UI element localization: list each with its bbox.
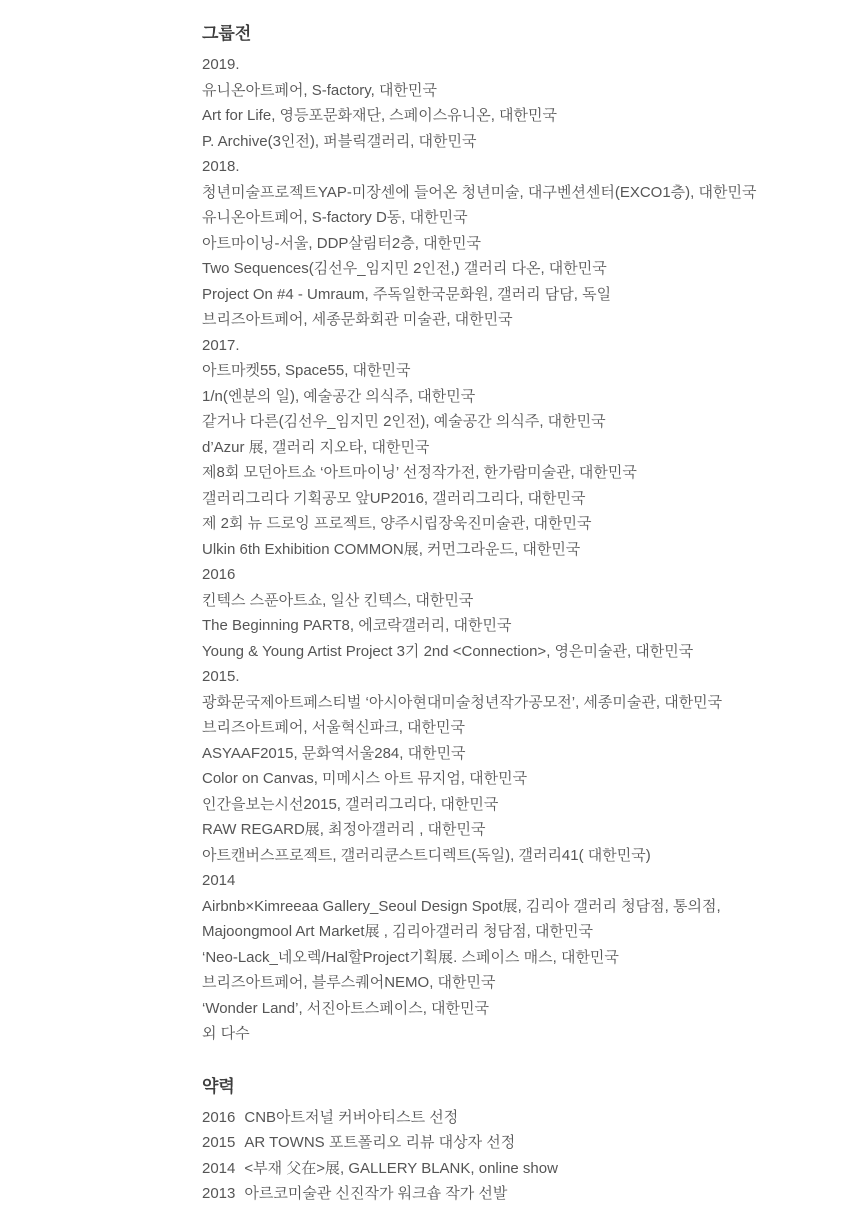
bio-text: <부재 父在>展, GALLERY BLANK, online show	[244, 1159, 558, 1177]
exhibition-line: Color on Canvas, 미메시스 아트 뮤지엄, 대한민국	[202, 770, 528, 787]
exhibition-line: 브리즈아트페어, 서울혁신파크, 대한민국	[202, 719, 466, 736]
group-exhibition-section	[202, 22, 830, 1047]
exhibition-line: 제8회 모던아트쇼 ‘아트마이닝’ 선정작가전, 한가람미술관, 대한민국	[202, 464, 637, 481]
bio-year: 2016	[202, 1108, 236, 1126]
bio-year: 2014	[202, 1159, 236, 1177]
exhibition-line: RAW REGARD展, 최정아갤러리 , 대한민국	[202, 821, 486, 838]
group-exhibition-list	[202, 52, 830, 1047]
exhibition-line: Young & Young Artist Project 3기 2nd <Connection>, 영은미술관, 대한민국	[202, 642, 694, 660]
exhibition-line: Two Sequences(김선우_임지민 2인전,) 갤러리 다온, 대한민국	[202, 260, 607, 277]
bio-text: AR TOWNS 포트폴리오 리뷰 대상자 선정	[244, 1134, 516, 1152]
exhibition-line: 아트마켓55, Space55, 대한민국	[202, 362, 411, 379]
exhibition-line: ‘Wonder Land’, 서진아트스페이스, 대한민국	[202, 999, 490, 1017]
exhibition-line: 브리즈아트페어, 블루스퀘어NEMO, 대한민국	[202, 974, 496, 991]
bio-row	[202, 1181, 830, 1207]
year-line: 2019.	[202, 56, 240, 73]
exhibition-line: 킨텍스 스푼아트쇼, 일산 킨텍스, 대한민국	[202, 591, 474, 609]
exhibition-line: Project On #4 - Umraum, 주독일한국문화원, 갤러리 담담, 독일	[202, 285, 612, 303]
bio-row	[202, 1105, 830, 1131]
bio-list	[202, 1105, 830, 1207]
exhibition-line: 청년미술프로젝트YAP-미장센에 들어온 청년미술, 대구벤션센터(EXCO1층), 대한민국	[202, 183, 757, 201]
exhibition-line: 제 2회 뉴 드로잉 프로젝트, 양주시립장욱진미술관, 대한민국	[202, 515, 592, 532]
year-line: 2015.	[202, 668, 240, 685]
bio-row	[202, 1156, 830, 1182]
exhibition-line: P. Archive(3인전), 퍼블릭갤러리, 대한민국	[202, 132, 477, 150]
exhibition-line: 아트마이닝-서울, DDP살림터2층, 대한민국	[202, 234, 482, 252]
year-line: 2016	[202, 566, 236, 583]
exhibition-line: 인간을보는시선2015, 갤러리그리다, 대한민국	[202, 795, 499, 813]
exhibition-line: Art for Life, 영등포문화재단, 스페이스유니온, 대한민국	[202, 107, 558, 124]
group-exhibition-heading: 그룹전	[202, 24, 252, 43]
exhibition-line: 외 다수	[202, 1025, 250, 1042]
bio-row	[202, 1130, 830, 1156]
exhibition-line: 1/n(엔분의 일), 예술공간 의식주, 대한민국	[202, 387, 476, 405]
exhibition-line: 같거나 다른(김선우_임지민 2인전), 예술공간 의식주, 대한민국	[202, 413, 606, 430]
exhibition-line: The Beginning PART8, 에코락갤러리, 대한민국	[202, 617, 512, 634]
exhibition-line: 아트캔버스프로젝트, 갤러리쿤스트디렉트(독일), 갤러리41( 대한민국)	[202, 846, 651, 864]
year-line: 2017.	[202, 336, 240, 354]
bio-text: CNB아트저널 커버아티스트 선정	[244, 1108, 459, 1126]
exhibition-line: ‘Neo-Lack_네오렉/Hal할Project기획展. 스페이스 매스, 대한민국	[202, 948, 619, 966]
exhibition-line: 브리즈아트페어, 세종문화회관 미술관, 대한민국	[202, 311, 513, 328]
year-line: 2018.	[202, 158, 240, 175]
year-line: 2014	[202, 872, 236, 889]
exhibition-line: Majoongmool Art Market展 , 김리아갤러리 청담점, 대한민국	[202, 923, 593, 940]
bio-section	[202, 1075, 830, 1207]
bio-year: 2015	[202, 1134, 236, 1152]
exhibition-line: d’Azur 展, 갤러리 지오타, 대한민국	[202, 438, 430, 456]
exhibition-line: Airbnb×Kimreeaa Gallery_Seoul Design Spot展, 김리아 갤러리 청담점, 통의점,	[202, 897, 721, 915]
exhibition-line: 유니온아트페어, S-factory, 대한민국	[202, 81, 437, 99]
exhibition-line: 광화문국제아트페스티벌 ‘아시아현대미술청년작가공모전’, 세종미술관, 대한민국	[202, 693, 723, 711]
bio-heading: 약력	[202, 1076, 235, 1096]
exhibition-line: 유니온아트페어, S-factory D동, 대한민국	[202, 209, 468, 226]
exhibition-line: 갤러리그리다 기획공모 앞UP2016, 갤러리그리다, 대한민국	[202, 489, 586, 507]
exhibition-line: ASYAAF2015, 문화역서울284, 대한민국	[202, 744, 466, 762]
bio-text: 아르코미술관 신진작가 워크숍 작가 선발	[244, 1185, 508, 1203]
bio-year: 2013	[202, 1185, 236, 1203]
exhibition-line: Ulkin 6th Exhibition COMMON展, 커먼그라운드, 대한민국	[202, 540, 581, 558]
